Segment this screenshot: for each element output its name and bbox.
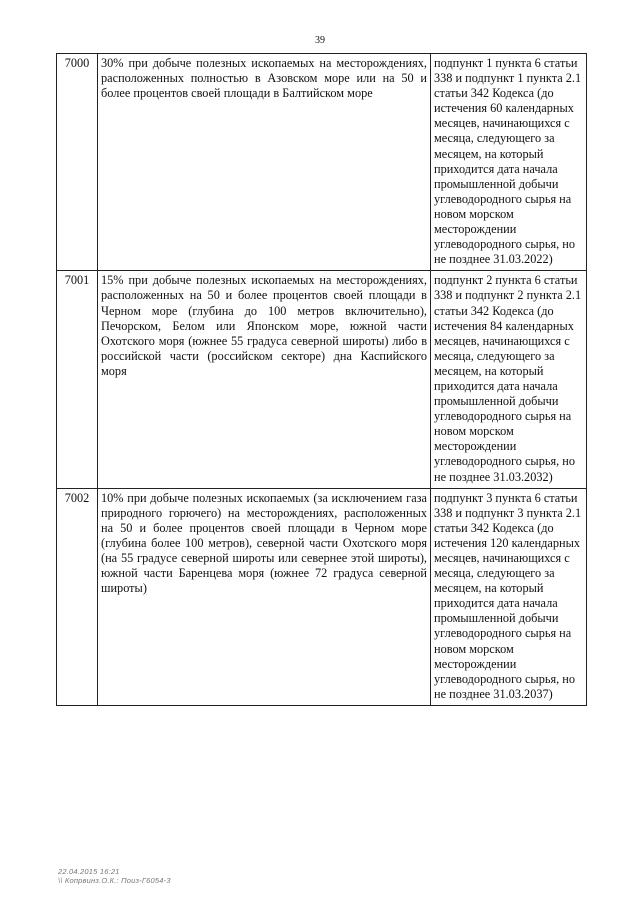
footer-file-path: \\ Копрвинз.О.К.: Поиз-Г6054-3 (58, 876, 171, 885)
row-reference: подпункт 3 пункта 6 статьи 338 и подпункт 3 пункта 2.1 статьи 342 Кодекса (до истечения 120 календарных месяцев, начинающихся с месяца, следующего за месяцем, на который приходится дата начала промышленной добычи углеводородного сырья на новом морском месторождении углеводородного сырья, но не позднее 31.03.2037) (431, 488, 587, 705)
page-number: 39 (315, 35, 325, 46)
table-row (57, 54, 587, 271)
row-code: 7000 (57, 54, 98, 271)
row-code: 7001 (57, 271, 98, 488)
codes-table (56, 53, 587, 706)
table-row (57, 271, 587, 488)
row-reference: подпункт 1 пункта 6 статьи 338 и подпункт 1 пункта 2.1 статьи 342 Кодекса (до истечения 60 календарных месяцев, начинающихся с месяца, следующего за месяцем, на который приходится дата начала промышленной добычи углеводородного сырья на новом морском месторождении углеводородного сырья, но не позднее 31.03.2022) (431, 54, 587, 271)
row-description: 15% при добыче полезных ископаемых на месторождениях, расположенных на 50 и более процентов своей площади в Черном море (глубина до 100 метров включительно), Печорском, Белом или Японском море, южной части Охотского моря (южнее 55 градуса северной широты) либо в российской части (российском секторе) дна Каспийского моря (98, 271, 431, 488)
table-row (57, 488, 587, 705)
row-code: 7002 (57, 488, 98, 705)
row-description: 10% при добыче полезных ископаемых (за исключением газа природного горючего) на месторождениях, расположенных на 50 и более процентов своей площади в Черном море (глубина более 100 метров), северной части Охотского моря (на 55 градусе северной широты или севернее этой широты), южной части Баренцева моря (южнее 72 градуса северной широты) (98, 488, 431, 705)
row-reference: подпункт 2 пункта 6 статьи 338 и подпункт 2 пункта 2.1 статьи 342 Кодекса (до истечения 84 календарных месяцев, начинающихся с месяца, следующего за месяцем, на который приходится дата начала промышленной добычи углеводородного сырья на новом морском месторождении углеводородного сырья, но не позднее 31.03.2032) (431, 271, 587, 488)
row-description: 30% при добыче полезных ископаемых на месторождениях, расположенных полностью в Азовском море или на 50 и более процентов своей площади в Балтийском море (98, 54, 431, 271)
footer-timestamp: 22.04.2015 16:21 (58, 867, 120, 876)
